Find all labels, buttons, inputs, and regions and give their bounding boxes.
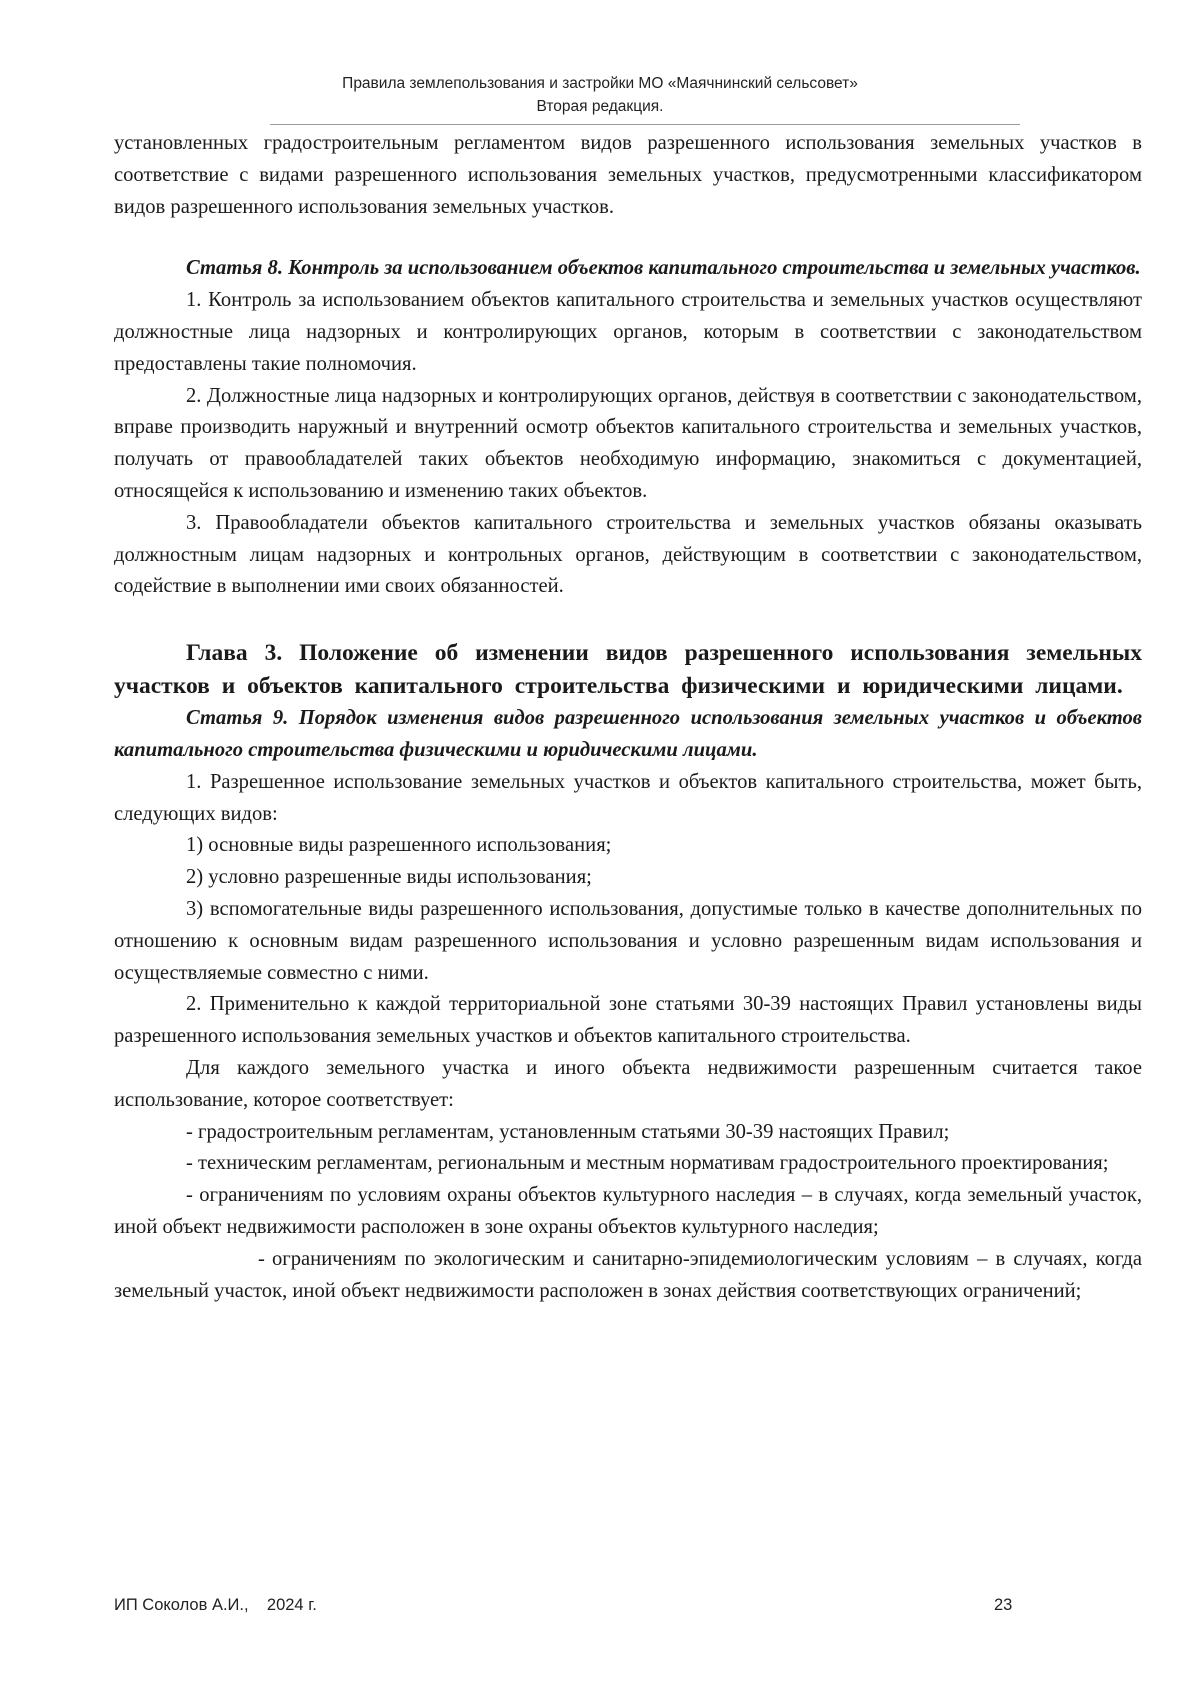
paragraph-intro: установленных градостроительным регламентом видов разрешенного использования земельных участков в соответствие с видами разрешенного использования земельных участков, предусмотренными классификатором видов разрешенного использования земельных участков. [114, 132, 1142, 218]
dash-item-4 [114, 1244, 1142, 1308]
header-edition: Вторая редакция. [536, 98, 664, 115]
dash-item-4-text: ограничениям по экологическим и санитарно-эпидемиологическим условиям – в случаях, когда земельный участок, иной объект недвижимости расположен в зонах действия соответствующих ограничений; [114, 1247, 1142, 1302]
article-8-paragraph-2: 2. Должностные лица надзорных и контролирующих органов, действуя в соответствии с законодательством, вправе производить наружный и внутренний осмотр объектов капитального строительства и земельных участков, получать от правообладателей таких объектов необходимую информацию, знакомиться с документацией, относящейся к использованию и изменению таких объектов. [114, 384, 1142, 502]
article-8-paragraph-1: 1. Контроль за использованием объектов капитального строительства и земельных участков осуществляют должностные лица надзорных и контролирующих органов, которым в соответствии с законодательством предоставлены такие полномочия. [114, 289, 1142, 375]
dash-item-2: - техническим регламентам, региональным и местным нормативам градостроительного проектирования; [186, 1152, 1109, 1175]
dash-item-3: - ограничениям по условиям охраны объектов культурного наследия – в случаях, когда земельный участок, иной объект недвижимости расположен в зоне охраны объектов культурного наследия; [114, 1184, 1142, 1238]
article-9-paragraph-2: 2. Применительно к каждой территориальной зоне статьями 30-39 настоящих Правил установлены виды разрешенного использования земельных участков и объектов капитального строительства. [114, 993, 1142, 1048]
spacer [114, 603, 1142, 637]
running-header [0, 72, 1200, 118]
article-9-list-item-2: 2) условно разрешенные виды использования; [186, 866, 592, 889]
header-title: Правила землепользования и застройки МО «Маячнинский сельсовет» [342, 75, 858, 92]
article-8-paragraph-3: 3. Правообладатели объектов капитального строительства и земельных участков обязаны оказывать должностным лицам надзорных и контрольных органов, действующим в соответствии с законодательством, содействие в выполнении ими своих обязанностей. [114, 511, 1142, 598]
dash-item-1: - градостроительным регламентам, установленным статьями 30-39 настоящих Правил; [186, 1120, 950, 1143]
article-9-list-item-3: 3) вспомогательные виды разрешенного использования, допустимые только в качестве дополнительных по отношению к основным видам разрешенного использования и условно разрешенным видам использования и осуществляемые совместно с ними. [114, 897, 1142, 984]
document-body [114, 128, 1142, 1307]
spacer [114, 223, 1142, 253]
article-9-paragraph-1: 1. Разрешенное использование земельных участков и объектов капитального строительства, может быть, следующих видов: [114, 770, 1142, 825]
dash-marker: - [258, 1247, 265, 1270]
article-9-title: Статья 9. Порядок изменения видов разрешенного использования земельных участков и объектов капитального строительства физическими и юридическими лицами. [114, 707, 1142, 761]
page-number: 23 [994, 1596, 1013, 1614]
article-8-title: Статья 8. Контроль за использованием объектов капитального строительства и земельных участков. [186, 257, 1141, 280]
footer-author: ИП Соколов А.И., 2024 г. [114, 1596, 317, 1614]
article-9-list-item-1: 1) основные виды разрешенного использования; [186, 834, 612, 857]
header-divider [270, 124, 1020, 125]
article-9-paragraph-3: Для каждого земельного участка и иного объекта недвижимости разрешенным считается такое использование, которое соответствует: [114, 1056, 1142, 1111]
chapter-3-title: Глава 3. Положение об изменении видов разрешенного использования земельных участков и объектов капитального строительства физическими и юридическими лицами. [114, 640, 1142, 700]
